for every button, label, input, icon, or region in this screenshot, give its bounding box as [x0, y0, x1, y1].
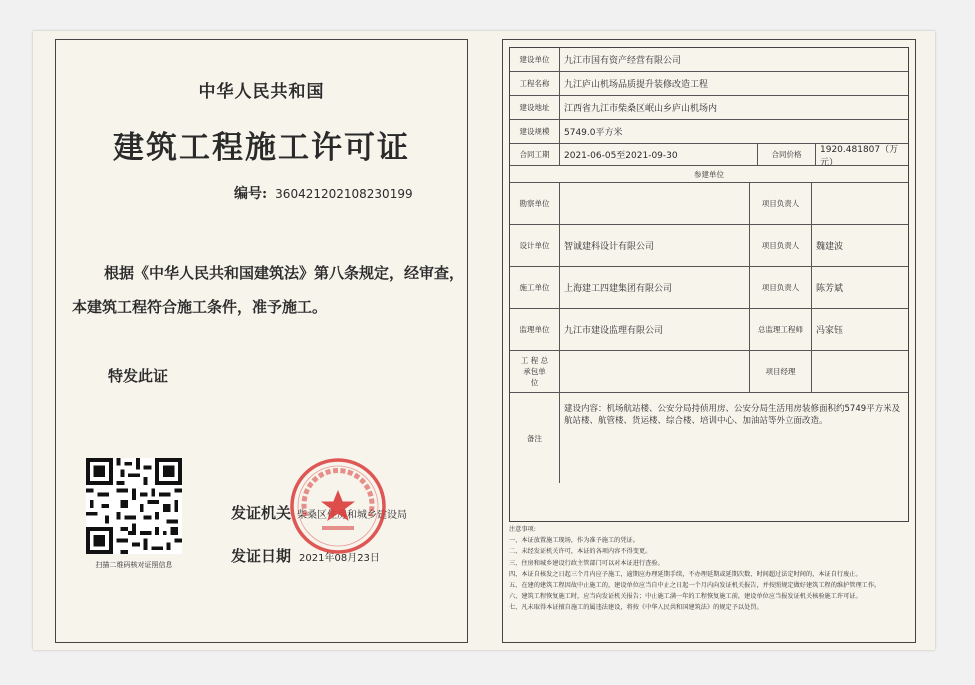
- epc-role: 项目经理: [750, 351, 812, 392]
- note-item: 四、本证自核发之日起三个月内应予施工，逾期应办理延期手续，不办理延期或延期次数、时间超过法定时间的，本证自行废止。: [509, 570, 862, 578]
- project-value: 九江庐山机场品质提升装修改造工程: [564, 80, 709, 90]
- scale-row: [510, 120, 908, 144]
- note-item: 三、住房和城乡建设行政主管部门可以对本证进行查验。: [509, 559, 664, 567]
- remark-row: [510, 393, 908, 483]
- issue-date-label: 发证日期: [231, 547, 292, 565]
- scale-label: 建设规模: [510, 120, 560, 143]
- statement-text: 根据《中华人民共和国建筑法》第八条规定，经审查，本建筑工程符合施工条件，准予施工。: [72, 264, 465, 316]
- survey-person: [812, 183, 908, 224]
- period-value: 2021-06-05至2021-09-30: [560, 144, 758, 165]
- address-label: 建设地址: [510, 96, 560, 119]
- notes-section: [509, 524, 909, 614]
- period-label: 合同工期: [510, 144, 560, 165]
- participants-header: 参建单位: [694, 170, 724, 179]
- qr-caption: 扫描二维码核对证照信息: [95, 561, 173, 569]
- note-item: 六、建筑工程恢复施工时，应当向发证机关报告；中止施工满一年的工程恢复施工前，建设单位应当报发证机关核验施工许可证。: [509, 593, 862, 601]
- construct-row: [510, 267, 908, 309]
- survey-role: 项目负责人: [750, 183, 812, 224]
- certificate-front: [55, 39, 468, 643]
- epc-person: [812, 351, 908, 392]
- supervise-person: 冯家钰: [816, 326, 844, 336]
- supervise-value: 九江市建设监理有限公司: [560, 309, 750, 350]
- owner-value: 九江市国有资产经营有限公司: [564, 56, 682, 66]
- owner-row: [510, 48, 908, 72]
- address-value: 江西省九江市柴桑区岷山乡庐山机场内: [564, 104, 718, 114]
- construct-value: 上海建工四建集团有限公司: [560, 267, 750, 308]
- design-label: 设计单位: [510, 225, 560, 266]
- special-issue-text: 特发此证: [108, 367, 169, 385]
- note-item: 二、未经发证机关许可，本证的各项内容不得变更。: [509, 548, 652, 556]
- details-table: [509, 47, 909, 522]
- survey-value: [560, 183, 750, 224]
- construct-person: 陈芳斌: [816, 284, 844, 294]
- price-value: 1920.481807（万元）: [820, 144, 899, 168]
- remark-value: 建设内容：机场航站楼、公安分局持侦用房、公安分局生活用房装修面积约5749平方米及航站楼、航管楼、货运楼、综合楼、培训中心、加油站等外立面改造。: [564, 404, 901, 426]
- survey-label: 勘察单位: [510, 183, 560, 224]
- project-row: [510, 72, 908, 96]
- issue-date-value: 2021年08月23日: [299, 553, 380, 564]
- number-label: 编号:: [234, 186, 268, 202]
- qr-code[interactable]: [86, 458, 182, 554]
- period-row: [510, 144, 908, 166]
- country-heading: 中华人民共和国: [198, 82, 325, 102]
- address-row: [510, 96, 908, 120]
- official-seal-icon: [288, 456, 388, 556]
- issuer-value: 柴桑区住房和城乡建设局: [297, 510, 408, 521]
- construct-role: 项目负责人: [750, 267, 812, 308]
- design-row: [510, 225, 908, 267]
- certificate-sheet: [33, 31, 935, 650]
- certificate-details: [502, 39, 916, 643]
- supervise-label: 监理单位: [510, 309, 560, 350]
- remark-label: 备注: [510, 393, 560, 483]
- design-role: 项目负责人: [750, 225, 812, 266]
- construct-label: 施工单位: [510, 267, 560, 308]
- owner-label: 建设单位: [510, 48, 560, 71]
- supervise-role: 总监理工程师: [750, 309, 812, 350]
- price-label: 合同价格: [758, 144, 816, 165]
- issuer-label: 发证机关: [231, 504, 292, 522]
- supervise-row: [510, 309, 908, 351]
- survey-row: [510, 182, 908, 225]
- note-item: 七、凡未取得本证擅自施工的属违法建设，将按《中华人民共和国建筑法》的规定予以处罚。: [509, 604, 763, 612]
- certificate-number: [234, 183, 413, 203]
- epc-row: [510, 351, 908, 393]
- notes-title: 注意事项:: [509, 526, 536, 533]
- note-item: 一、本证放置施工现场，作为准予施工的凭证。: [509, 537, 639, 545]
- design-value: 智诚建科设计有限公司: [560, 225, 750, 266]
- scale-value: 5749.0平方米: [564, 128, 623, 138]
- certificate-title: 建筑工程施工许可证: [113, 130, 410, 166]
- number-value: 360421202108230199: [275, 187, 413, 201]
- design-person: 魏建波: [816, 242, 844, 252]
- epc-value: [560, 351, 750, 392]
- epc-label: 工 程 总 承包单位: [510, 351, 560, 392]
- project-label: 工程名称: [510, 72, 560, 95]
- note-item: 五、在建的建筑工程因故中止施工的，建设单位应当自中止之日起一个月内向发证机关报告，并按照规定做好建筑工程的维护管理工作。: [509, 582, 881, 590]
